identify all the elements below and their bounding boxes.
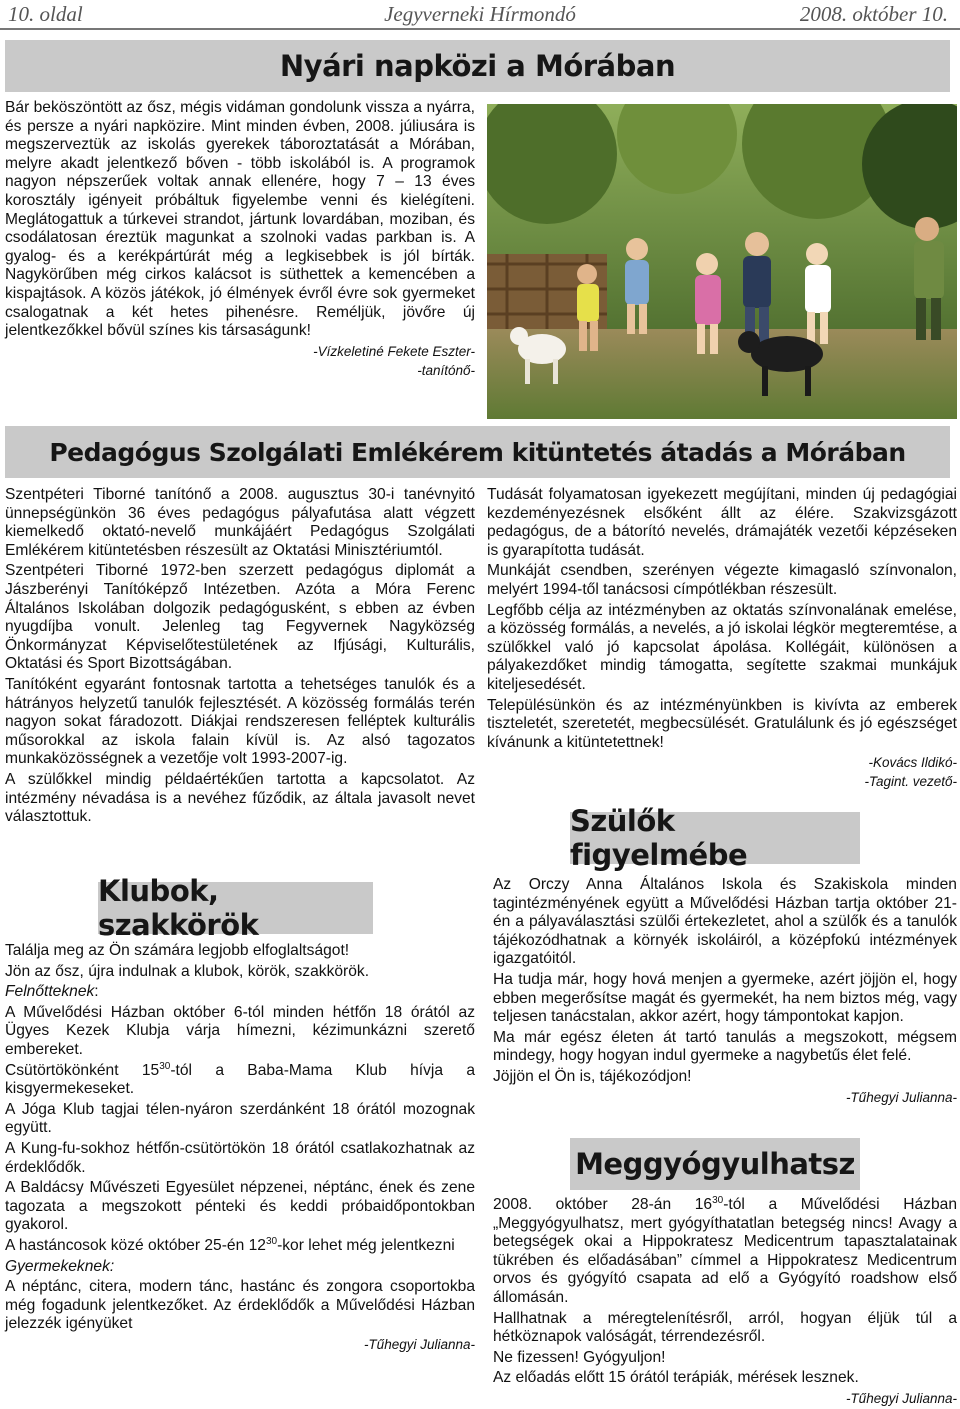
pedagogus-paragraph: Munkáját csendben, szerényen végezte kimagasló színvonalon, melyért 1994-től tanácsosi címpótlékban részesült.	[487, 562, 957, 598]
time-superscript: 30	[712, 1194, 724, 1206]
pedagogus-paragraph: Településünkön és az intézményünkben is kivívta az emberek tiszteletét, szeretetét, megbecsülését. Gratulálunk és jó egészséget kívánunk a kitüntetettnek!	[487, 696, 957, 751]
pedagogus-paragraph: Szentpéteri Tiborné 1972-ben szerzett pedagógus diplomát a Jászberényi Tanítóképző Intézetben. Azóta a Móra Ferenc Általános Iskolában dolgozik pedagógusként, s ebben az évben nyugdíjba vonult. Jelenleg tag Fegyvernek Nagyközség Önkormányzat Képviselőtestületének az Ifjúsági, Kulturális, Oktatási és Sport Bizottságában.	[5, 562, 475, 673]
pedagogus-left-column	[5, 486, 475, 829]
klubok-item-text: -kor lehet még jelentkezni	[277, 1236, 455, 1254]
szulok-signature: -Tűhegyi Julianna-	[845, 1089, 957, 1105]
pedagogus-paragraph: A szülőkkel mindig példaértékűen tartotta a kapcsolatot. Az intézmény névadása is a nevéhez fűződik, az általa javasolt nevet választottuk.	[5, 770, 475, 826]
klubok-item: A Baldácsy Művészeti Egyesület népzenei, néptánc, ének és zene tagozata a megszokott pénteki és keddi próbaidőpontokban gyakorol.	[5, 1179, 475, 1234]
meggyogyul-text: 2008. október 28-án 16	[493, 1196, 713, 1213]
klubok-adults-heading	[5, 983, 475, 1002]
pedagogus-paragraph: Tudását folyamatosan igyekezett megújítani, minden új pedagógiai kezdeményezésnek elsőként állt az élére. Szakvizsgázott pedagógus, de a bátorító nevelés, drámajáték vezetői képzéseken is gyarapította tudását.	[487, 486, 957, 559]
nyari-article	[5, 99, 475, 381]
klubok-signature: -Tűhegyi Julianna-	[363, 1336, 475, 1352]
klubok-title: Klubok, szakkörök	[98, 882, 373, 934]
photo-children-with-goats-icon	[487, 104, 957, 419]
header-rule	[0, 28, 960, 30]
klubok-intro: Találja meg az Ön számára legjobb elfoglaltságot!	[5, 942, 350, 959]
klubok-item	[5, 1237, 475, 1256]
meggyogyul-text: -tól a Művelődési Házban „Meggyógyulhatsz, mert gyógyíthatatlan betegség nincs! Avagy a betegségek okai a Hippokratesz Medicentrum tapasztalatainak tükrében és előadásában” címmel a Hippokratesz Medicentrum orvos és gyógyító csapata ad elő a Gyógyító roadshow első állomásán.	[493, 1196, 957, 1306]
meggyogyul-signature: -Tűhegyi Julianna-	[845, 1390, 957, 1406]
summer-camp-photo	[487, 104, 957, 419]
klubok-item-text: -tól a Baba-Mama Klub hívja a kisgyermekeseket.	[5, 1061, 475, 1098]
szulok-paragraph: Ma már egész életen át tartó tanulás a megszokott, mégsem mindegy, hogy hogyan indul gyermeke a nagybetűs élet felé.	[493, 1028, 957, 1065]
pedagogus-right-column	[487, 486, 957, 792]
klubok-children-heading: Gyermekeknek:	[5, 1257, 115, 1275]
szulok-article	[493, 876, 957, 1108]
meggyogyul-paragraph: Hallhatnak a méregtelenítésről, arról, hogyan éljük túl a hétköznapok valóságát, térrendezésről.	[493, 1309, 957, 1346]
klubok-item-text: A hastáncosok közé október 25-én 12	[5, 1236, 266, 1254]
klubok-item: A Művelődési Házban október 6-tól minden hétfőn 18 órától az Ügyes Kezek Klubja várja hímezni, kézimunkázni szerető embereket.	[5, 1003, 475, 1058]
pedagogus-paragraph: Legfőbb célja az intézményben az oktatás színvonalának emelése, a közösség formálás, a nevelés, a jó iskolai légkör megteremtése, a szülőkkel való jó kapcsolat ápolása. Kollégáit, különösen a pályakezdőket mindig támogatta, segítette szakmai munkájuk kiteljesedését.	[487, 601, 957, 693]
meggyogyul-paragraph: Ne fizessen! Gyógyuljon!	[493, 1348, 666, 1366]
pedagogus-signature-role: -Tagint. vezető-	[864, 774, 957, 790]
meggyogyul-paragraph	[493, 1196, 957, 1308]
meggyogyul-article	[493, 1196, 957, 1409]
klubok-item: A néptánc, citera, modern tánc, hastánc és zongora csoportokba még fogadunk jelentkezőket. Az érdeklődők a Művelődési Házban jelezzék igényüket	[5, 1278, 475, 1333]
szulok-paragraph: Az Orczy Anna Általános Iskola és Szakiskola minden tagintézményének együtt a Művelődési Házban tartja október 21-én a pályaválasztási szülői értekezletet, ahol a szülők és a tanulók tájékozódhatnak a környék iskoláiról, a középfokú intézmények igazgatóitól.	[493, 876, 957, 968]
nyari-signature-role: -tanítónő-	[417, 362, 475, 378]
szulok-title: Szülők figyelmébe	[570, 812, 860, 864]
time-superscript: 30	[159, 1060, 171, 1072]
nyari-title: Nyári napközi a Mórában	[5, 40, 950, 92]
nyari-signature-name: -Vízkeletiné Fekete Eszter-	[313, 343, 475, 359]
page-number: 10. oldal	[8, 2, 83, 26]
klubok-item: A Jóga Klub tagjai télen-nyáron szerdánként 18 órától mozognak együtt.	[5, 1100, 475, 1137]
adults-label: Felnőtteknek	[5, 983, 95, 1001]
issue-date: 2008. október 10.	[799, 2, 948, 26]
pedagogus-title: Pedagógus Szolgálati Emlékérem kitüntetés átadás a Mórában	[5, 426, 950, 478]
szulok-paragraph: Ha tudja már, hogy hová menjen a gyermeke, azért jöjjön el, hogy ebben megerősítse magát és gyermekét, ha nem biztos még, vagy teljesen tanácstalan, akkor azért, hogy támpontokat kapjon.	[493, 970, 957, 1026]
klubok-item-text: Csütörtökönként 15	[5, 1061, 160, 1079]
time-superscript: 30	[265, 1235, 278, 1247]
szulok-paragraph: Jöjjön el Ön is, tájékozódjon!	[493, 1067, 692, 1085]
klubok-item: A Kung-fu-sokhoz hétfőn-csütörtökön 18 órától csatlakozhatnak az érdeklődők.	[5, 1139, 475, 1176]
pedagogus-paragraph: Tanítóként egyaránt fontosnak tartotta a tehetséges tanulók és a hátrányos helyzetű tanulók fejlesztését. A közösség formálás terén nagyon sokat fáradozott. Diákjai rendszeresen felléptek kulturális műsorokkal az iskola falain kívül is. Az alsó tagozatos munkaközösségnek a vezetője volt 1993-2007-ig.	[5, 675, 475, 768]
nyari-body: Bár beköszöntött az ősz, mégis vidáman gondolunk vissza a nyárra, és persze a nyári napközire. Mint minden évben, 2008. júliusára is megszerveztük az iskolás gyerekek táboroztatását a Mórában, melyre akadt jelentkező bőven - több iskolából is. A programok nagyon népszerűek voltak annak ellenére, hogy 7 – 13 éves korosztály igényeit próbáltuk figyelembe venni és kielégíteni. Meglátogattuk a túrkevei strandot, jártunk lovardában, moziban, és csodálatosan éreztük magunkat a szolnoki vadas parkban is. A gyalog- és a kerékpártúrát még a legkisebbek is jól bírták. Nagykörűben még cirkos kalácsot is süthettek a kemencében a kispajtások. A közös játékok, jó élmények évről évre sok gyermeket csalogatnak a két hetes pihenésre. Reméljük, jövőre új jelentkezőkkel bővül színes kis társaságunk!	[5, 99, 475, 340]
pedagogus-paragraph: Szentpéteri Tiborné tanítónő a 2008. augusztus 30-i tanévnyitó ünnepségünkön 36 éves pedagógus pályafutása alatt végzett kiemelkedő oktató-nevelő munkájáért Pedagógus Szolgálati Emlékérem kitüntetésben részesült az Oktatási Minisztériumtól.	[5, 486, 475, 559]
klubok-article	[5, 942, 475, 1355]
meggyogyul-paragraph: Az előadás előtt 15 órától terápiák, mérések lesznek.	[493, 1369, 859, 1387]
adults-colon: :	[94, 983, 99, 1001]
meggyogyul-title: Meggyógyulhatsz	[570, 1138, 860, 1190]
pedagogus-signature-name: -Kovács Ildikó-	[868, 755, 957, 771]
klubok-item	[5, 1062, 475, 1099]
publication-name: Jegyverneki Hírmondó	[384, 2, 576, 26]
klubok-intro: Jön az ősz, újra indulnak a klubok, körök, szakkörök.	[5, 962, 370, 980]
